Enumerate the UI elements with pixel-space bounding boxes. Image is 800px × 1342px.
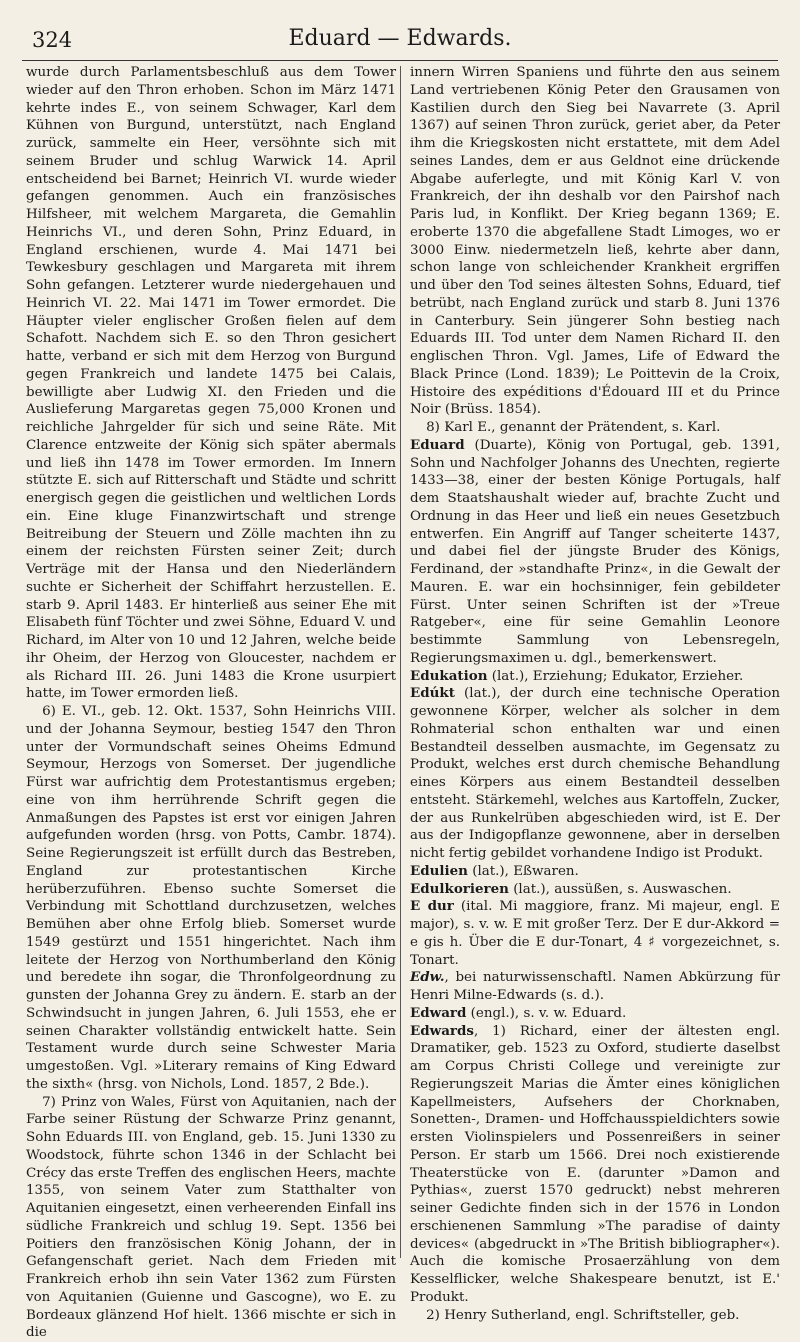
column-divider <box>400 66 401 1258</box>
entry: Edwards, 1) Richard, einer der ältesten engl. Dramatiker, geb. 1523 zu Oxford, studierte daselbst am Corpus Christi College und vereinigte zur Regierungszeit Marias die Ämter eines königlichen Kapellmeisters, Aufsehers der Chorknaben, Sonetten-, Dramen- und Hoffchausspieldichters sowie ersten Violinspielers und Possenreißers in seiner Person. Er starb um 1566. Drei noch existierende Theaterstücke von E. (darunter »Damon and Pythias«, zuerst 1570 gedruckt) nebst mehreren seiner Gedichte finden sich in der 1576 in London erschienenen Sammlung »The paradise of dainty devices« (abgedruckt in »The British bibliographer«). Auch die komische Prosaerzählung von dem Kesselflicker, welche Shakespeare benutzt, ist E.' Produkt. <box>410 1023 780 1307</box>
headword: Edwards <box>410 1023 474 1039</box>
entry: Edulkorieren (lat.), aussüßen, s. Auswaschen. <box>410 881 780 899</box>
entry: Edúkt (lat.), der durch eine technische Operation gewonnene Körper, welcher als solcher in dem Rohmaterial schon enthalten war und einen Bestandteil desselben ausmachte, im Gegensatz zu Produkt, welches erst durch chemische Behandlung eines Körpers aus einem Bestandteil desselben entsteht. Stärkemehl, welches aus Kartoffeln, Zucker, der aus Runkelrüben abgeschieden wird, ist E. Der aus der Indigopflanze gewonnene, aber in derselben nicht fertig gebildet vorhandene Indigo ist Produkt. <box>410 685 780 863</box>
headword: Edulien <box>410 863 468 879</box>
paragraph: 8) Karl E., genannt der Prätendent, s. Karl. <box>410 419 780 437</box>
page-header <box>22 26 778 61</box>
entry: Edukation (lat.), Erziehung; Edukator, Erzieher. <box>410 668 780 686</box>
headword: Edw. <box>410 969 445 985</box>
headword: Edulkorieren <box>410 881 509 897</box>
headword: Edward <box>410 1005 466 1021</box>
entry: Eduard (Duarte), König von Portugal, geb. 1391, Sohn und Nachfolger Johanns des Unechten, regierte 1433—38, einer der besten Könige Portugals, half dem Staatshaushalt wieder auf, brachte Zucht und Ordnung in das Heer und ließ ein neues Gesetzbuch entwerfen. Ein Angriff auf Tanger scheiterte 1437, und dabei fiel der jüngste Bruder des Königs, Ferdinand, der »standhafte Prinz«, in die Gewalt der Mauren. E. war ein hochsinniger, fein gebildeter Fürst. Unter seinen Schriften ist der »Treue Ratgeber«, eine für seine Gemahlin Leonore bestimmte Sammlung von Lebensregeln, Regierungsmaximen u. dgl., bemerkenswert. <box>410 437 780 668</box>
entry: E dur (ital. Mi maggiore, franz. Mi majeur, engl. E major), s. v. w. E mit großer Terz. Der E dur-Akkord = e gis h. Über die E dur-Tonart, 4 ♯ vorgezeichnet, s. Tonart. <box>410 898 780 969</box>
entry: Edw., bei naturwissenschaftl. Namen Abkürzung für Henri Milne-Edwards (s. d.). <box>410 969 780 1005</box>
page-number: 324 <box>32 28 72 52</box>
right-column <box>410 64 780 1259</box>
paragraph: 7) Prinz von Wales, Fürst von Aquitanien, nach der Farbe seiner Rüstung der Schwarze Prinz genannt, Sohn Eduards III. von England, geb. 15. Juni 1330 zu Woodstock, führte schon 1346 in der Schlacht bei Crécy das erste Treffen des englischen Heers, machte 1355, von seinem Vater zum Statthalter von Aquitanien eingesetzt, einen verheerenden Einfall ins südliche Frankreich und schlug 19. Sept. 1356 bei Poitiers den französischen König Johann, der in Gefangenschaft geriet. Nach dem Frieden mit Frankreich erhob ihn sein Vater 1362 zum Fürsten von Aquitanien (Guienne und Gascogne), wo E. zu Bordeaux glänzend Hof hielt. 1366 mischte er sich in die <box>26 1094 396 1342</box>
running-head: Eduard — Edwards. <box>22 26 778 51</box>
headword: Edukation <box>410 668 487 684</box>
left-column <box>26 64 396 1259</box>
headword: Eduard <box>410 437 465 453</box>
headword: E dur <box>410 898 454 914</box>
paragraph: 6) E. VI., geb. 12. Okt. 1537, Sohn Heinrichs VIII. und der Johanna Seymour, bestieg 1547 den Thron unter der Vormundschaft seines Oheims Edmund Seymour, Herzogs von Somerset. Der jugendliche Fürst war aufrichtig dem Protestantismus ergeben; eine von ihm herrührende Schrift gegen die Anmaßungen des Papstes ist erst vor einigen Jahren aufgefunden worden (hrsg. von Potts, Cambr. 1874). Seine Regierungszeit ist erfüllt durch das Bestreben, England zur protestantischen Kirche herüberzuführen. Ebenso suchte Somerset die Verbindung mit Schottland durchzusetzen, welches Bemühen aber ohne Erfolg blieb. Somerset wurde 1549 gestürzt und 1551 hingerichtet. Nach ihm leitete der Herzog von Northumberland den König und beredete ihn sogar, die Thronfolgeordnung zu gunsten der Johanna Grey zu ändern. E. starb an der Schwindsucht in jungen Jahren, 6. Juli 1553, ehe er seinen Charakter vollständig entwickelt hatte. Sein Testament wurde durch seine Schwester Maria umgestoßen. Vgl. »Literary remains of King Edward the sixth« (hrsg. von Nichols, Lond. 1857, 2 Bde.). <box>26 703 396 1094</box>
paragraph: 2) Henry Sutherland, engl. Schriftsteller, geb. <box>410 1307 780 1325</box>
paragraph: innern Wirren Spaniens und führte den aus seinem Land vertriebenen König Peter den Grausamen von Kastilien durch den Sieg bei Navarrete (3. April 1367) auf seinen Thron zurück, geriet aber, da Peter ihm die Kriegskosten nicht erstattete, mit dem Adel seines Landes, dem er aus Geldnot eine drückende Abgabe auferlegte, und mit König Karl V. von Frankreich, der ihn deshalb vor den Pairshof nach Paris lud, in Konflikt. Der Krieg begann 1369; E. eroberte 1370 die abgefallene Stadt Limoges, wo er 3000 Einw. niedermetzeln ließ, kehrte aber dann, schon lange von schleichender Krankheit ergriffen und über den Tod seines ältesten Sohns, Eduard, tief betrübt, nach England zurück und starb 8. Juni 1376 in Canterbury. Sein jüngerer Sohn bestieg nach Eduards III. Tod unter dem Namen Richard II. den englischen Thron. Vgl. James, Life of Edward the Black Prince (Lond. 1839); Le Poittevin de la Croix, Histoire des expéditions d'Édouard III et du Prince Noir (Brüss. 1854). <box>410 64 780 419</box>
entry: Edward (engl.), s. v. w. Eduard. <box>410 1005 780 1023</box>
headword: Edúkt <box>410 685 455 701</box>
entry: Edulien (lat.), Eßwaren. <box>410 863 780 881</box>
paragraph: wurde durch Parlamentsbeschluß aus dem Tower wieder auf den Thron erhoben. Schon im März 1471 kehrte indes E., von seinem Schwager, Karl dem Kühnen von Burgund, unterstützt, nach England zurück, sammelte ein Heer, versöhnte sich mit seinem Bruder und schlug Warwick 14. April entscheidend bei Barnet; Heinrich VI. wurde wieder gefangen genommen. Auch ein französisches Hilfsheer, mit welchem Margareta, die Gemahlin Heinrichs VI., und deren Sohn, Prinz Eduard, in England erschienen, wurde 4. Mai 1471 bei Tewkesbury geschlagen und Margareta mit ihrem Sohn gefangen. Letzterer wurde niedergehauen und Heinrich VI. 22. Mai 1471 im Tower ermordet. Die Häupter vieler englischer Großen fielen auf dem Schafott. Nachdem sich E. so den Thron gesichert hatte, verband er sich mit dem Herzog von Burgund gegen Frankreich und landete 1475 bei Calais, bewilligte aber Ludwig XI. den Frieden und die Auslieferung Margaretas gegen 75,000 Kronen und reichliche Jahrgelder für sich und seine Räte. Mit Clarence entzweite der König sich später abermals und ließ ihn 1478 im Tower ermorden. Im Innern stützte E. sich auf Ritterschaft und Städte und schritt energisch gegen die geistlichen und weltlichen Lords ein. Eine kluge Finanzwirtschaft und strenge Beitreibung der Steuern und Zölle machten ihn zu einem der reichsten Fürsten seiner Zeit; durch Verträge mit der Hansa und den Niederländern suchte er Sicherheit der Schiffahrt herzustellen. E. starb 9. April 1483. Er hinterließ aus seiner Ehe mit Elisabeth fünf Töchter und zwei Söhne, Eduard V. und Richard, im Alter von 10 und 12 Jahren, welche beide ihr Oheim, der Herzog von Gloucester, nachdem er als Richard III. 26. Juni 1483 die Krone usurpiert hatte, im Tower ermorden ließ. <box>26 64 396 703</box>
